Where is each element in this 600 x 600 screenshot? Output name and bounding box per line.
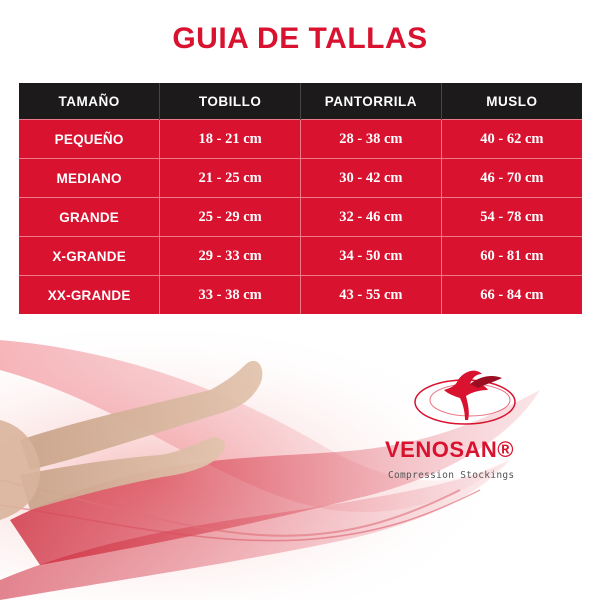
crane-wing	[470, 376, 502, 388]
thigh-cell: 40 - 62 cm	[441, 120, 582, 159]
venosan-logo	[410, 360, 520, 430]
size-cell: MEDIANO	[19, 159, 160, 198]
calf-cell: 43 - 55 cm	[301, 276, 442, 315]
table-header-row	[19, 83, 582, 120]
table-row	[19, 198, 582, 237]
size-cell: X-GRANDE	[19, 237, 160, 276]
size-cell: PEQUEÑO	[19, 120, 160, 159]
table-row	[19, 120, 582, 159]
calf-cell: 30 - 42 cm	[301, 159, 442, 198]
ankle-cell: 18 - 21 cm	[160, 120, 301, 159]
ankle-cell: 29 - 33 cm	[160, 237, 301, 276]
calf-cell: 32 - 46 cm	[301, 198, 442, 237]
thigh-cell: 46 - 70 cm	[441, 159, 582, 198]
calf-cell: 34 - 50 cm	[301, 237, 442, 276]
size-cell: GRANDE	[19, 198, 160, 237]
table-row	[19, 159, 582, 198]
column-header-thigh: MUSLO	[441, 83, 582, 120]
column-header-ankle: TOBILLO	[160, 83, 301, 120]
thigh-cell: 54 - 78 cm	[441, 198, 582, 237]
table-row	[19, 276, 582, 315]
page-title: GUIA DE TALLAS	[172, 22, 428, 55]
column-header-size: TAMAÑO	[19, 83, 160, 120]
thigh-cell: 60 - 81 cm	[441, 237, 582, 276]
column-header-calf: PANTORRILA	[301, 83, 442, 120]
calf-cell: 28 - 38 cm	[301, 120, 442, 159]
size-cell: XX-GRANDE	[19, 276, 160, 315]
thigh-cell: 66 - 84 cm	[441, 276, 582, 315]
size-chart-table	[19, 83, 582, 314]
brand-name: VENOSAN®	[385, 437, 515, 462]
brand-tagline: Compression Stockings	[388, 470, 515, 481]
ankle-cell: 25 - 29 cm	[160, 198, 301, 237]
ankle-cell: 33 - 38 cm	[160, 276, 301, 315]
table-row	[19, 237, 582, 276]
ankle-cell: 21 - 25 cm	[160, 159, 301, 198]
